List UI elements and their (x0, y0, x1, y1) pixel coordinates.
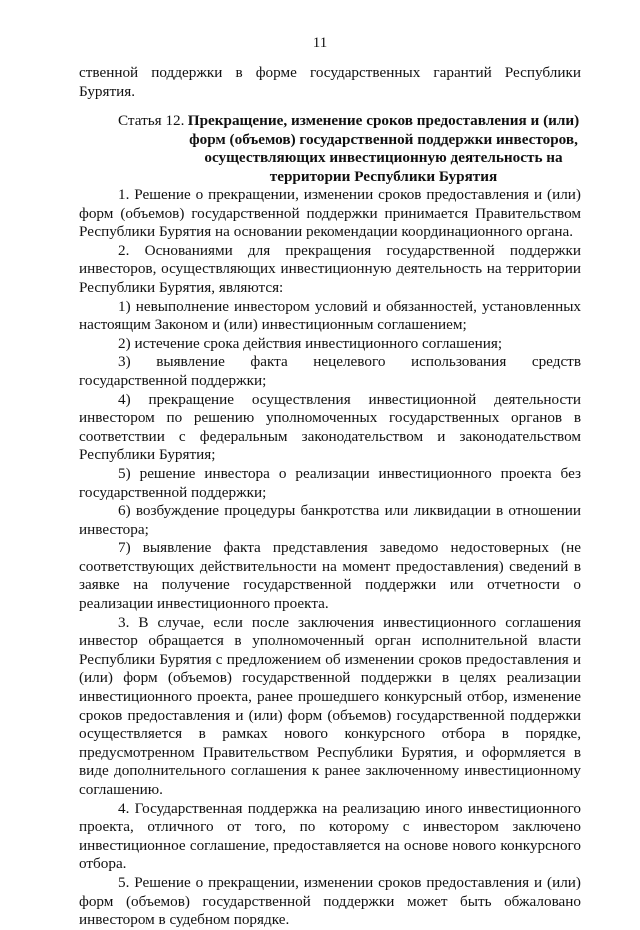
paragraph: 1. Решение о прекращении, изменении сроков предоставления и (или) форм (объемов) государственной поддержки принимается Правительством Республики Бурятия на основании рекомендации координационного органа. (79, 186, 581, 241)
article-body (79, 186, 581, 930)
paragraph: 4. Государственная поддержка на реализацию иного инвестиционного проекта, отличного от того, по которому с инвестором заключено инвестиционное соглашение, предоставляется на основе нового конкурсного отбора. (79, 799, 581, 873)
list-item: 6) возбуждение процедуры банкротства или ликвидации в отношении инвестора; (79, 502, 581, 538)
article-heading (118, 112, 581, 186)
article-label: Статья 12. (118, 112, 185, 129)
paragraph: 5. Решение о прекращении, изменении сроков предоставления и (или) форм (объемов) государственной поддержки может быть обжаловано инвестором в судебном порядке. (79, 873, 581, 929)
list-item: 1) невыполнение инвестором условий и обязанностей, установленных настоящим Законом и (или) инвестиционным соглашением; (79, 297, 581, 334)
page-number: 11 (312, 35, 328, 51)
list-item: 4) прекращение осуществления инвестиционной деятельности инвестором по решению уполномоченных государственных органов в соответствии с федеральным законодательством и законодательством Республики Бурятия; (79, 390, 581, 464)
list-item: 7) выявление факта представления заведомо недостоверных (не соответствующих действительности на момент предоставления) сведений в заявке на получение государственной поддержки или отчетности о реализации инвестиционного проекта. (79, 539, 581, 613)
paragraph: 2. Основаниями для прекращения государственной поддержки инвесторов, осуществляющих инвестиционную деятельность на территории Республики Бурятия, являются: (79, 241, 581, 296)
list-item: 2) истечение срока действия инвестиционного соглашения; (118, 334, 503, 352)
article-title: Прекращение, изменение сроков предоставления и (или) форм (объемов) государственной поддержки инвесторов, осуществляющих инвестиционную деятельность на территории Республики Бурятия (187, 112, 580, 185)
list-item: 5) решение инвестора о реализации инвестиционного проекта без государственной поддержки; (79, 464, 581, 501)
paragraph: 3. В случае, если после заключения инвестиционного соглашения инвестор обращается в уполномоченный орган исполнительной власти Республики Бурятия с предложением об изменении сроков предоставления и (или) форм (объемов) государственной поддержки в целях реализации инвестиционного проекта, ранее прошедшего конкурсный отбор, изменение сроков предоставления и (или) форм (объемов) государственной поддержки осуществляется в рамках нового конкурсного отбора в порядке, предусмотренном Правительством Республики Бурятия, и оформляется в виде дополнительного соглашения к ранее заключенному инвестиционному соглашению. (79, 613, 581, 798)
list-item: 3) выявление факта нецелевого использования средств государственной поддержки; (79, 353, 581, 389)
continuation-paragraph: ственной поддержки в форме государственных гарантий Республики Бурятия. (79, 64, 581, 100)
